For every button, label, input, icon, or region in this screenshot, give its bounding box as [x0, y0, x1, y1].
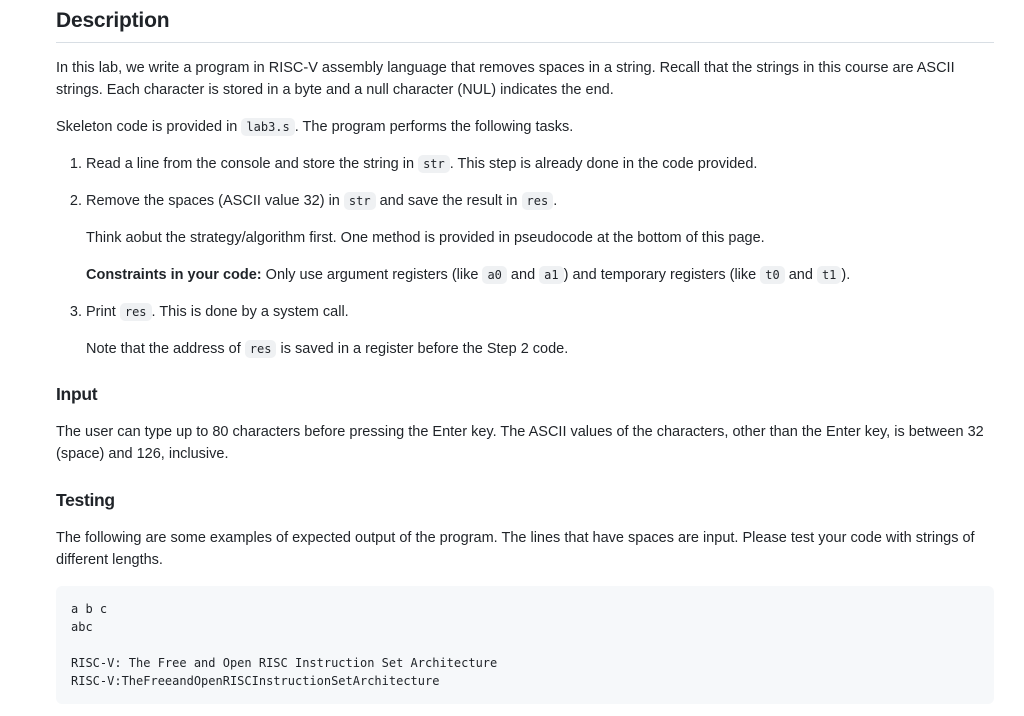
step2-res-code: res	[522, 192, 554, 210]
input-heading: Input	[56, 384, 98, 404]
description-heading: Description	[56, 0, 994, 43]
skeleton-text-pre: Skeleton code is provided in	[56, 119, 242, 135]
example-2-output-line: RISC-V:TheFreeandOpenRISCInstructionSetArchitecture	[71, 674, 440, 688]
constraints-label: Constraints in your code:	[86, 267, 262, 283]
constraints-text-mid: ) and temporary registers (like	[563, 267, 761, 283]
example-code-block	[56, 586, 994, 704]
testing-heading: Testing	[56, 490, 115, 510]
register-t0-code: t0	[760, 266, 784, 284]
step1-text-post: . This step is already done in the code provided.	[449, 156, 758, 172]
step2-text-mid: and save the result in	[375, 193, 522, 209]
input-paragraph: The user can type up to 80 characters before pressing the Enter key. The ASCII values of the characters, other than the Enter key, is between 32 (space) and 126, inclusive.	[56, 424, 984, 462]
step2-str-code: str	[344, 192, 376, 210]
strategy-note: Think aobut the strategy/algorithm first. One method is provided in pseudocode at the bottom of this page.	[86, 230, 765, 246]
constraints-paragraph	[86, 264, 994, 286]
register-a0-code: a0	[482, 266, 506, 284]
lab-description-page	[56, 0, 994, 704]
constraints-text-pre: Only use argument registers (like	[261, 267, 483, 283]
example-1-output-line: abc	[71, 620, 93, 634]
skeleton-paragraph	[56, 116, 994, 138]
address-note	[86, 338, 994, 360]
register-a1-code: a1	[539, 266, 563, 284]
step3-text-pre: Print	[86, 304, 120, 320]
task-list	[56, 153, 994, 360]
task-step-3	[86, 301, 994, 360]
skeleton-text-post: . The program performs the following tasks.	[294, 119, 574, 135]
example-2-input-line: RISC-V: The Free and Open RISC Instruction Set Architecture	[71, 656, 498, 670]
task-step-1	[86, 153, 994, 175]
constraints-and-1: and	[506, 267, 540, 283]
step3-res-code: res	[120, 303, 152, 321]
code-blank-line	[71, 636, 979, 654]
constraints-text-post: ).	[841, 267, 851, 283]
address-note-post: is saved in a register before the Step 2 code.	[276, 341, 569, 357]
intro-paragraph: In this lab, we write a program in RISC-V assembly language that removes spaces in a string. Recall that the strings in this course are ASCII strings. Each character is stored in a byte and a null character (NUL) indicates the end.	[56, 60, 955, 98]
step2-text-pre: Remove the spaces (ASCII value 32) in	[86, 193, 344, 209]
testing-paragraph: The following are some examples of expected output of the program. The lines that have spaces are input. Please test your code with strings of different lengths.	[56, 530, 975, 568]
address-note-res-code: res	[245, 340, 277, 358]
step2-text-post: .	[553, 193, 558, 209]
step3-text-post: . This is done by a system call.	[151, 304, 349, 320]
register-t1-code: t1	[817, 266, 841, 284]
step1-text-pre: Read a line from the console and store the string in	[86, 156, 419, 172]
example-1-input-line: a b c	[71, 602, 108, 616]
address-note-pre: Note that the address of	[86, 341, 245, 357]
step1-str-code: str	[418, 155, 450, 173]
constraints-and-2: and	[784, 267, 817, 283]
skeleton-filename-code: lab3.s	[241, 118, 294, 136]
task-step-2	[86, 190, 994, 286]
